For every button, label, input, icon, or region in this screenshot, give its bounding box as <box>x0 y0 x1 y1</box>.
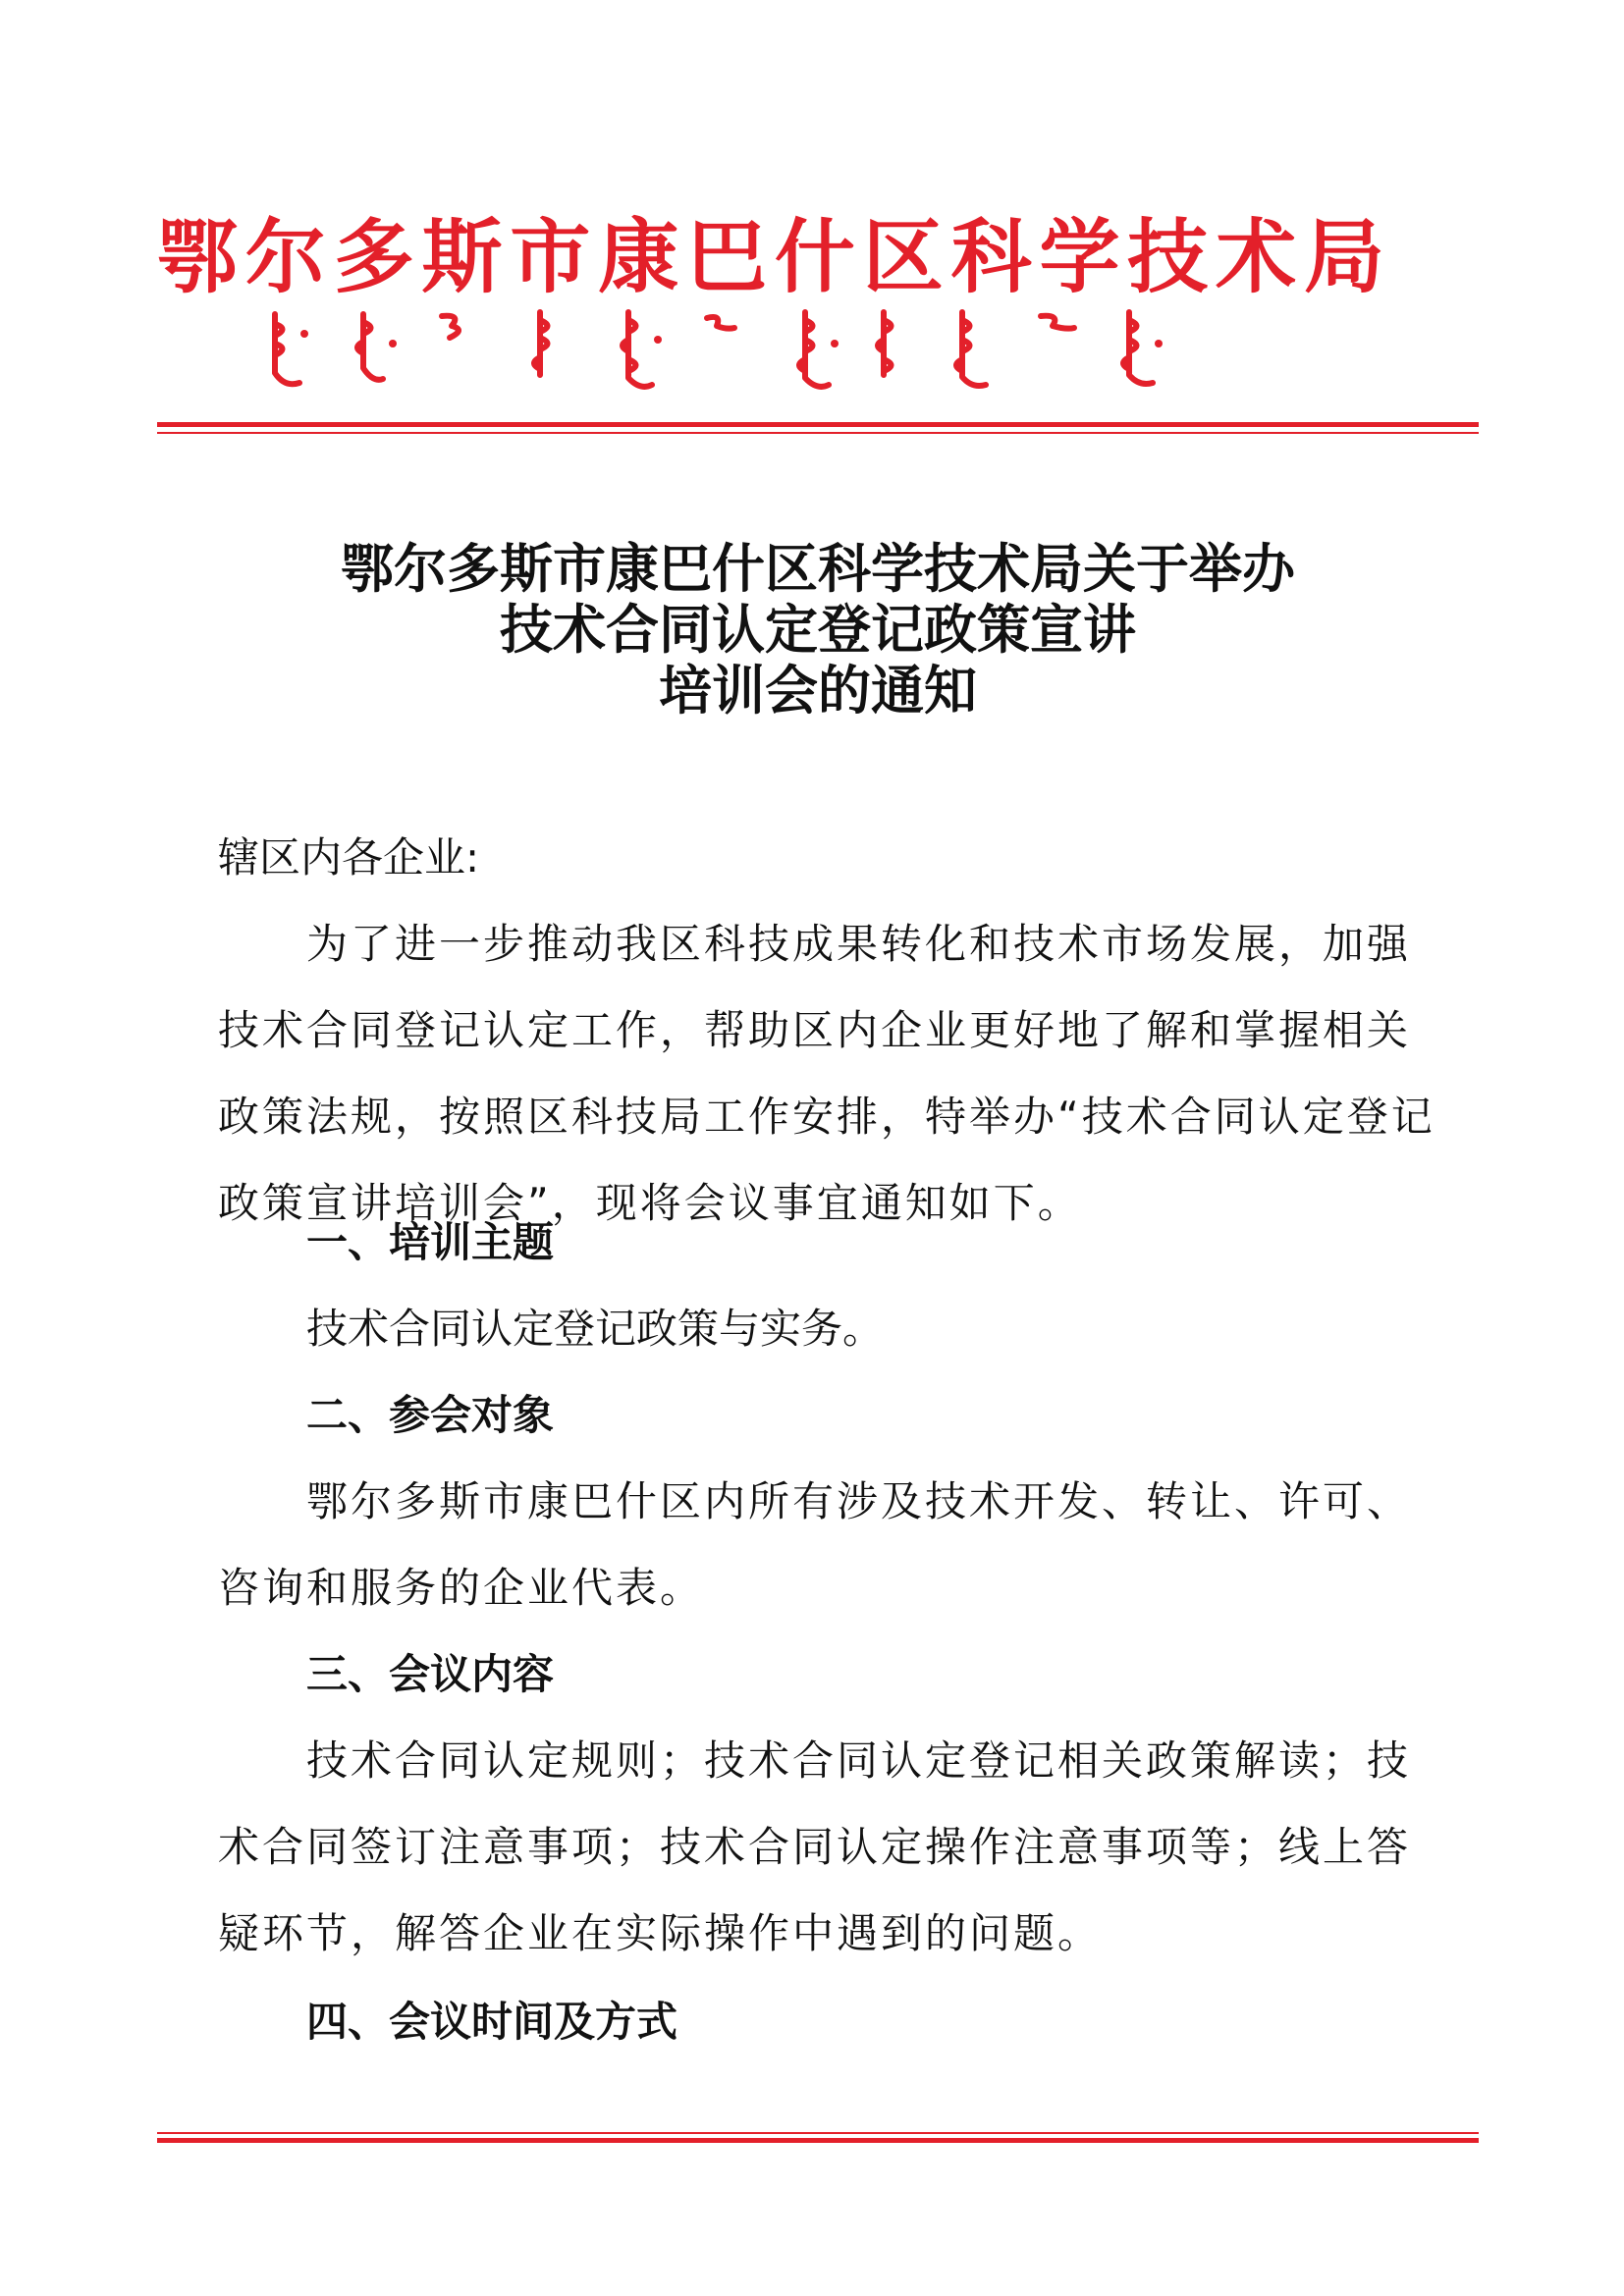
footer-rule-thin <box>157 2132 1479 2134</box>
section-text-audience: 鄂尔多斯市康巴什区内所有涉及技术开发、转让、许可、咨询和服务的企业代表。 <box>218 1477 1412 1612</box>
title-line: 鄂尔多斯市康巴什区科学技术局关于举办 <box>341 537 1295 600</box>
section-heading-topic: 一、培训主题 <box>306 1218 555 1266</box>
section-text-content: 技术合同认定规则；技术合同认定登记相关政策解读；技术合同签订注意事项；技术合同认定操作注意事项等；线上答疑环节，解答企业在实际操作中遇到的问题。 <box>218 1736 1412 1957</box>
intro-paragraph: 为了进一步推动我区科技成果转化和技术市场发展，加强技术合同登记认定工作，帮助区内企业更好地了解和掌握相关政策法规，按照区科技局工作安排，特举办“技术合同认定登记政策宣讲培训会”，现将会议事宜通知如下。 <box>218 920 1435 1227</box>
footer-rule-thick <box>157 2138 1479 2143</box>
section-heading-time-method: 四、会议时间及方式 <box>306 1998 678 2046</box>
section-text-topic: 技术合同认定登记政策与实务。 <box>306 1305 885 1353</box>
salutation: 辖区内各企业: <box>218 833 480 881</box>
mongolian-script-graphic <box>255 304 1384 398</box>
letterhead-rule-thin <box>157 432 1479 434</box>
section-heading-audience: 二、参会对象 <box>306 1391 555 1439</box>
letterhead-rule-thick <box>157 422 1479 427</box>
section-heading-content: 三、会议内容 <box>306 1650 555 1698</box>
mongolian-script-logo <box>255 304 1384 398</box>
title-line: 技术合同认定登记政策宣讲 <box>500 598 1136 661</box>
letterhead-org-name: 鄂尔多斯市康巴什区科学技术局 <box>157 210 1384 304</box>
title-line: 培训会的通知 <box>659 659 977 721</box>
document-title <box>157 538 1479 721</box>
